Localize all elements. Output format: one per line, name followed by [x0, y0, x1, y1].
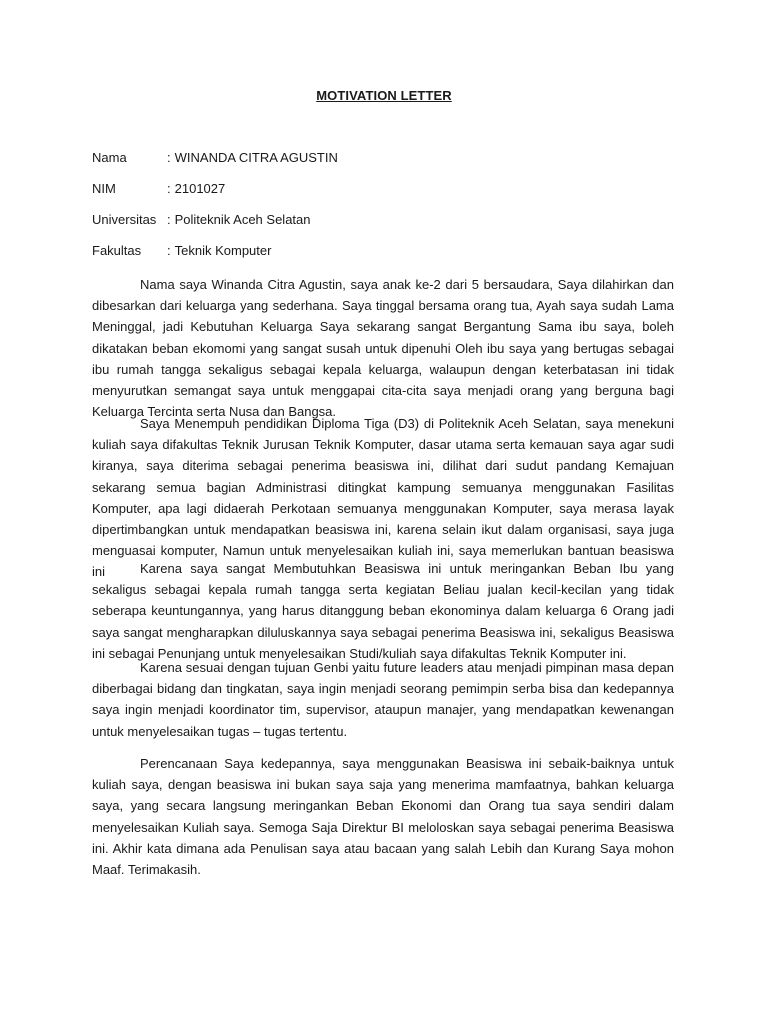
letter-title: MOTIVATION LETTER: [316, 88, 452, 103]
field-separator: :: [167, 212, 171, 227]
field-value: WINANDA CITRA AGUSTIN: [174, 150, 338, 165]
field-separator: :: [167, 243, 171, 258]
body-paragraph-5: Perencanaan Saya kedepannya, saya menggunakan Beasiswa ini sebaik-baiknya untuk kuliah saya, dengan beasiswa ini bukan saya saja yang menerima mamfaatnya, bahkan keluarga saya, yang secara langsung meringankan Beban Ekonomi dan Orang tua saya sendiri dalam menyelesaikan Kuliah saya. Semoga Saja Direktur BI meloloskan saya sebagai penerima Beasiswa ini. Akhir kata dimana ada Penulisan saya atau bacaan yang salah Lebih dan Kurang Saya mohon Maaf. Terimakasih.: [92, 756, 674, 878]
body-paragraph-4: Karena sesuai dengan tujuan Genbi yaitu future leaders atau menjadi pimpinan masa depan diberbagai bidang dan tingkatan, saya ingin menjadi seorang pemimpin serba bisa dan kedepannya saya ingin menjadi koordinator tim, supervisor, ataupun manajer, yang mendapatkan kewenangan untuk menyelesaikan tugas – tugas tertentu.: [92, 660, 674, 739]
field-label: Universitas: [92, 212, 157, 227]
body-paragraph-3: Karena saya sangat Membutuhkan Beasiswa ini untuk meringankan Beban Ibu yang sekaligus sebagai kepala rumah tangga serta kegiatan Beliau jualan kecil-kecilan yang tidak seberapa keuntungannya, yang harus ditanggung beban ekonominya dalam keluarga 6 Orang jadi saya sangat mengharapkan diluluskannya saya sebagai penerima Beasiswa ini, sekaligus Beasiswa ini sebagai Penunjang untuk menyelesaikan Studi/kuliah saya difakultas Teknik Komputer ini.: [92, 561, 674, 661]
field-value: Politeknik Aceh Selatan: [174, 212, 311, 227]
body-paragraph-1: Nama saya Winanda Citra Agustin, saya anak ke-2 dari 5 bersaudara, Saya dilahirkan dan dibesarkan dari keluarga yang sederhana. Saya tinggal bersama orang tua, Ayah saya sudah Lama Meninggal, jadi Kebutuhan Keluarga Saya sekarang sangat Bergantung Sama ibu saya, boleh dikatakan beban ekomomi yang sangat susah untuk dipenuhi Oleh ibu saya yang bertugas sebagai ibu rumah tangga sekaligus sebagai kepala keluarga, walaupun dengan keterbatasan ini tidak menyurutkan semangat saya untuk menggapai cita-cita saya menjadi orang yang berguna bagi Keluarga Tercinta serta Nusa dan Bangsa.: [92, 277, 674, 420]
field-label: NIM: [92, 181, 116, 196]
field-nim: [92, 181, 225, 197]
field-label: Nama: [92, 150, 127, 165]
field-fakultas: [92, 243, 271, 259]
body-paragraph-2: Saya Menempuh pendidikan Diploma Tiga (D3) di Politeknik Aceh Selatan, saya menekuni kuliah saya difakultas Teknik Jurusan Teknik Komputer, dasar utama serta kemauan saya agar sudi kiranya, saya diterima sebagai penerima beasiswa ini, dilihat dari sudut pandang Kemajuan sekarang semua bagian Administrasi ditingkat kampung semuanya menggunakan Fasilitas Komputer, apa lagi didaerah Perkotaan semuanya menggunakan Komputer, saya merasa layak dipertimbangkan untuk mendapatkan beasiswa ini, karena selain ikut dalam organisasi, saya juga menguasai komputer, Namun untuk menyelesaikan kuliah ini, saya memerlukan bantuan beasiswa ini: [92, 416, 674, 580]
field-label: Fakultas: [92, 243, 142, 258]
field-nama: [92, 150, 338, 166]
field-universitas: [92, 212, 311, 228]
field-value: Teknik Komputer: [174, 243, 272, 258]
field-value: 2101027: [174, 181, 226, 196]
field-separator: :: [167, 150, 171, 165]
field-separator: :: [167, 181, 171, 196]
